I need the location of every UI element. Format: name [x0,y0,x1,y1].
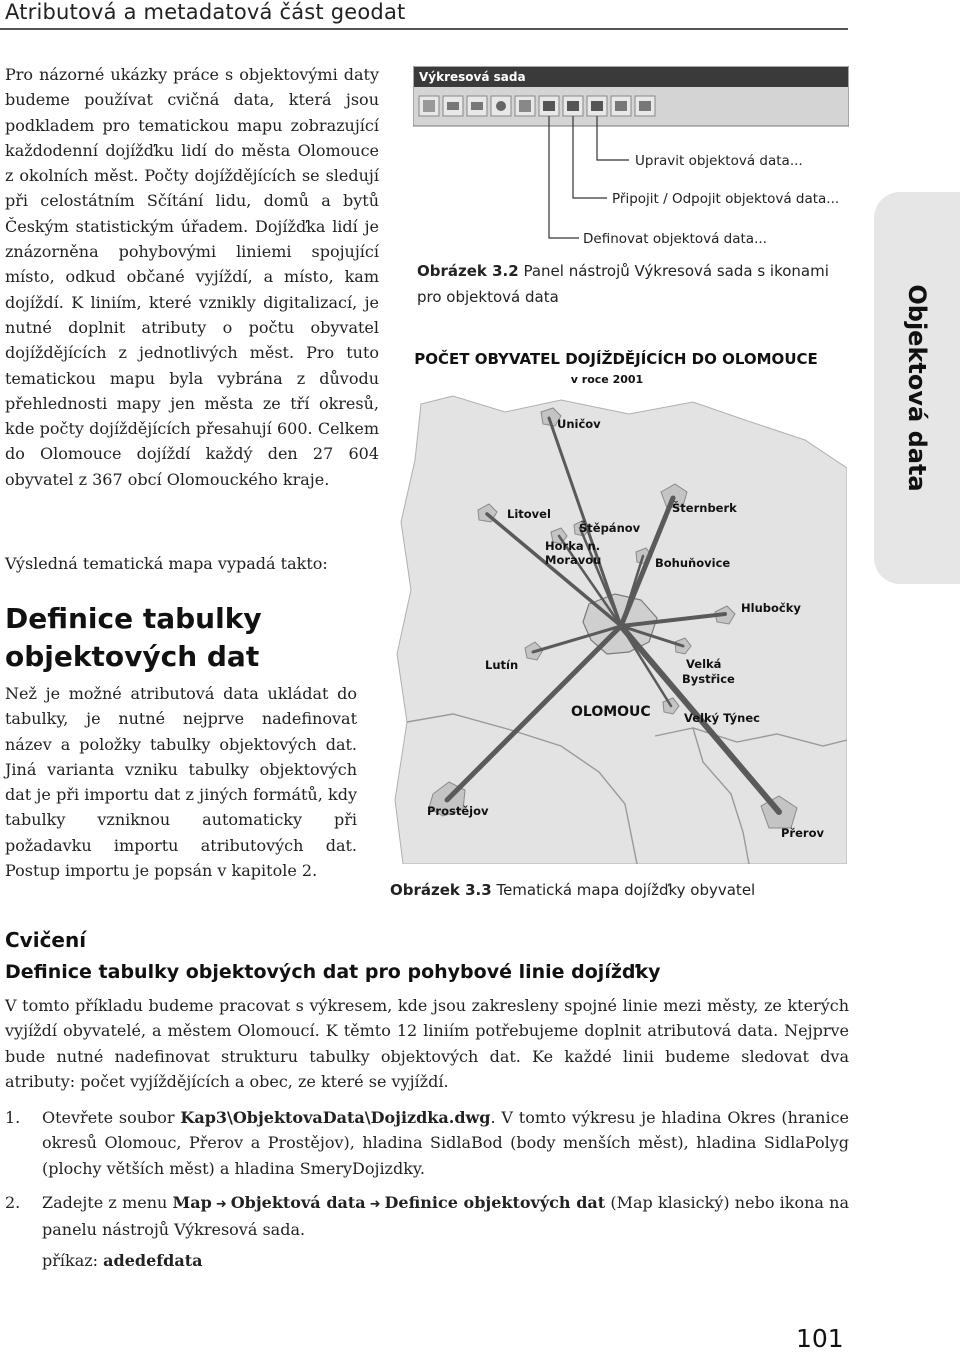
side-tab-label: Objektová data [903,284,931,492]
label-horka-1: Horka n. [545,539,601,553]
command-line [42,1248,202,1273]
figure-3-3-text: Tematická mapa dojížďky obyvatel [491,881,756,899]
step-number: 2. [5,1193,21,1212]
step-prefix: Zadejte z menu [42,1193,173,1212]
exercise-title: Definice tabulky objektových dat pro pohybové linie dojížďky [5,961,661,983]
exercise-paragraph: V tomto příkladu budeme pracovat s výkresem, kde jsou zakresleny spojné linie mezi městy, ze kterých vyjíždí obyvatelé, a městem Olomoucí. K těmto 12 liniím potřebujeme doplnit atributová data. Nejprve bude nutné nadefinovat strukturu tabulky objektových dat. Ke každé linii budeme sledovat dva atributy: počet vyjíždějících a obec, ze které se vyjíždí. [5,996,849,1091]
step-2 [5,1190,849,1243]
figure-3-2-text: Panel nástrojů Výkresová sada s ikonami pro objektová data [417,262,829,306]
toolbar-figure [413,66,849,254]
command-value: adedefdata [103,1251,203,1270]
label-velky-tynec: Velký Týnec [684,711,760,725]
step-suffix: . V tomto výkresu je hladina Okres (hranice okresů Olomouc, Přerov a Prostějov), hladina SidlaBod (body menších měst), hladina SidlaPolyg (plochy větších měst) a hladina SmeryDojizdky. [42,1108,849,1178]
section-heading [5,600,385,676]
toolbar-diagram [413,66,849,254]
menu-map: Map [172,1193,212,1212]
label-bohunovice: Bohuňovice [655,556,731,570]
label-horka-2: Moravou [545,553,602,567]
map-title: POČET OBYVATEL DOJÍŽDĚJÍCÍCH DO OLOMOUCE [414,350,818,368]
menu-define-object-data: Definice objektových dat [384,1193,606,1212]
label-prerov: Přerov [781,826,824,840]
step-text [42,1190,849,1243]
callout-edit: Upravit objektová data... [635,153,803,169]
window-title: Výkresová sada [419,70,526,84]
step-suffix: (Map klasický) nebo ikona na panelu nástrojů Výkresová sada. [42,1193,850,1240]
label-unicov: Uničov [557,417,601,431]
thematic-map [393,342,847,864]
label-velka-2: Bystřice [682,672,735,686]
map-subtitle: v roce 2001 [570,373,644,386]
label-velka-1: Velká [686,657,722,671]
figure-3-2-caption [417,258,852,310]
exercise-label: Cvičení [5,928,87,952]
label-lutin: Lutín [485,658,519,672]
result-line: Výsledná tematická mapa vypadá takto: [5,554,328,573]
step-text [42,1105,849,1181]
section-heading-line1: Definice tabulky [5,602,262,635]
step-prefix: Otevřete soubor [42,1108,181,1127]
arrow-icon: ➜ [369,1197,381,1212]
label-sternberk: Šternberk [672,501,737,515]
step-1 [5,1105,849,1181]
figure-3-3-caption [390,879,830,901]
step-number: 1. [5,1108,21,1127]
label-hlubocky: Hlubočky [741,601,801,615]
callout-define: Definovat objektová data... [583,231,767,247]
command-label: příkaz: [42,1251,104,1270]
label-stepanov: Štěpánov [579,521,641,535]
chapter-side-tab [874,192,960,584]
arrow-icon: ➜ [215,1197,227,1212]
figure-3-3-label: Obrázek 3.3 [390,881,492,899]
menu-object-data: Objektová data [230,1193,366,1212]
label-prostejov: Prostějov [427,804,489,818]
intro-paragraph: Pro názorné ukázky práce s objektovými daty budeme používat cvičná data, která jsou podkladem pro tematickou mapu zobrazující každodenní dojížďku lidí do města Olomouce z okolních měst. Počty dojíždějících se sledují při celostátním Sčítání lidu, domů a bytů Českým statistickým úřadem. Dojížďka lidí je znázorněna pohybovými liniemi spojující místo, odkud občané vyjíždí, a místo, kam dojíždí. K liniím, které vznikly digitalizací, je nutné doplnit atributy o počtu obyvatel dojíždějících z jednotlivých měst. Pro tuto tematickou mapu byla vybrána z důvodu přehlednosti mapy jen města ze tří okresů, kde počty dojíždějících přesahují 600. Celkem do Olomouce dojíždí každý den 27 604 obyvatel z 367 obcí Olomouckého kraje. [5,65,379,489]
section-heading-line2: objektových dat [5,640,260,673]
callout-attach: Připojit / Odpojit objektová data... [612,191,840,207]
header-rule [0,28,848,30]
definition-paragraph: Než je možné atributová data ukládat do tabulky, je nutné nejprve nadefinovat název a položky tabulky objektových dat. Jiná varianta vzniku tabulky objektových dat je při importu dat z jiných formátů, kdy tabulky vzniknou automaticky při požadavku importu atributových dat. Postup importu je popsán v kapitole 2. [5,684,357,881]
page-number: 101 [796,1324,844,1353]
label-litovel: Litovel [507,507,551,521]
thematic-map-figure [393,342,847,864]
running-header: Atributová a metadatová část geodat [5,0,406,24]
file-path: Kap3\ObjektovaData\Dojizdka.dwg [180,1108,491,1127]
figure-3-2-label: Obrázek 3.2 [417,262,519,280]
label-olomouc: OLOMOUC [571,704,651,720]
